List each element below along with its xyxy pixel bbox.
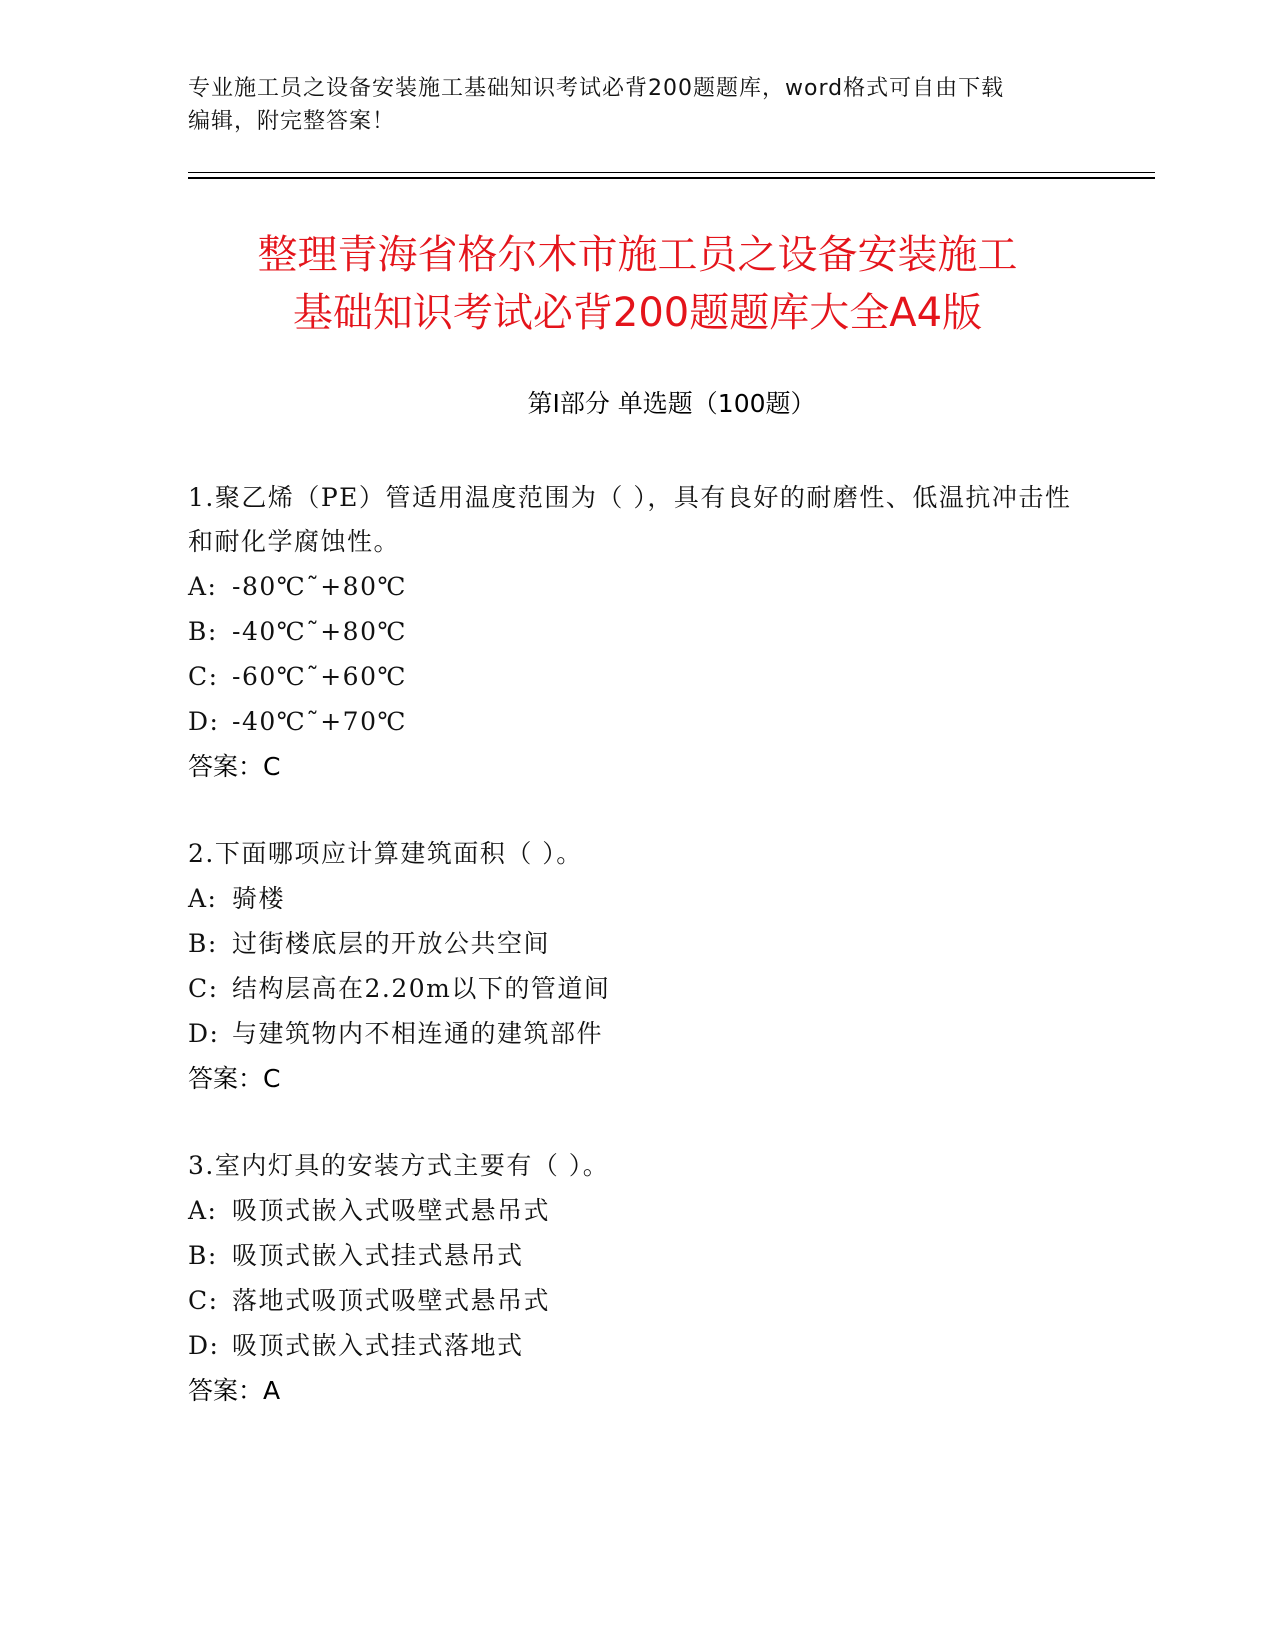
option-text: 吸顶式嵌入式吸壁式悬吊式 (232, 1196, 551, 1225)
option-d (188, 699, 1088, 744)
question-stem: 2.下面哪项应计算建筑面积（ ）。 (188, 839, 583, 868)
option-a (188, 876, 1088, 921)
option-letter: D: (188, 1331, 220, 1360)
option-d (188, 1011, 1088, 1056)
option-c (188, 966, 1088, 1011)
document-title (120, 226, 1155, 342)
question-2 (188, 832, 1088, 1102)
option-text: 结构层高在2.20m以下的管道间 (232, 974, 611, 1003)
option-text: 落地式吸顶式吸壁式悬吊式 (232, 1286, 551, 1315)
question-stem: 1.聚乙烯（PE）管适用温度范围为（ ），具有良好的耐磨性、低温抗冲击性和耐化学腐蚀性。 (188, 483, 1072, 556)
option-text: 骑楼 (232, 884, 286, 913)
document-title-line-1: 整理青海省格尔木市施工员之设备安装施工 (257, 232, 1018, 278)
header-rule-bottom (188, 177, 1155, 179)
option-text: 过街楼底层的开放公共空间 (232, 929, 551, 958)
option-text: 吸顶式嵌入式挂式悬吊式 (232, 1241, 524, 1270)
header-note-line-1: 专业施工员之设备安装施工基础知识考试必背200题题库，word格式可自由下载 (188, 76, 1005, 101)
option-text: 吸顶式嵌入式挂式落地式 (232, 1331, 524, 1360)
section-title: 第Ⅰ部分 单选题（100题） (527, 389, 816, 418)
option-d (188, 1323, 1088, 1368)
option-c (188, 1278, 1088, 1323)
option-letter: C: (188, 974, 219, 1003)
question-list (188, 476, 1088, 1456)
option-text: 与建筑物内不相连通的建筑部件 (232, 1019, 604, 1048)
option-letter: C: (188, 662, 219, 691)
question-3 (188, 1144, 1088, 1414)
option-b (188, 609, 1088, 654)
option-text: -40℃˜+80℃ (232, 617, 407, 646)
option-letter: A: (188, 572, 218, 601)
option-letter: D: (188, 1019, 220, 1048)
option-letter: B: (188, 929, 218, 958)
option-a (188, 564, 1088, 609)
option-letter: B: (188, 1241, 218, 1270)
option-a (188, 1188, 1088, 1233)
option-letter: A: (188, 884, 218, 913)
option-text: -40℃˜+70℃ (232, 707, 407, 736)
header-note-line-2: 编辑，附完整答案！ (188, 109, 396, 134)
question-stem: 3.室内灯具的安装方式主要有（ ）。 (188, 1151, 610, 1180)
option-b (188, 921, 1088, 966)
answer-line: 答案：A (188, 1376, 281, 1405)
option-c (188, 654, 1088, 699)
document-title-line-2: 基础知识考试必背200题题库大全A4版 (292, 290, 983, 336)
question-1 (188, 476, 1088, 790)
option-letter: C: (188, 1286, 219, 1315)
header-note (188, 72, 1088, 138)
answer-line: 答案：C (188, 752, 281, 781)
option-text: -80℃˜+80℃ (232, 572, 407, 601)
option-b (188, 1233, 1088, 1278)
option-letter: D: (188, 707, 220, 736)
option-text: -60℃˜+60℃ (232, 662, 407, 691)
option-letter: A: (188, 1196, 218, 1225)
answer-line: 答案：C (188, 1064, 281, 1093)
header-rule-top (188, 172, 1155, 173)
option-letter: B: (188, 617, 218, 646)
